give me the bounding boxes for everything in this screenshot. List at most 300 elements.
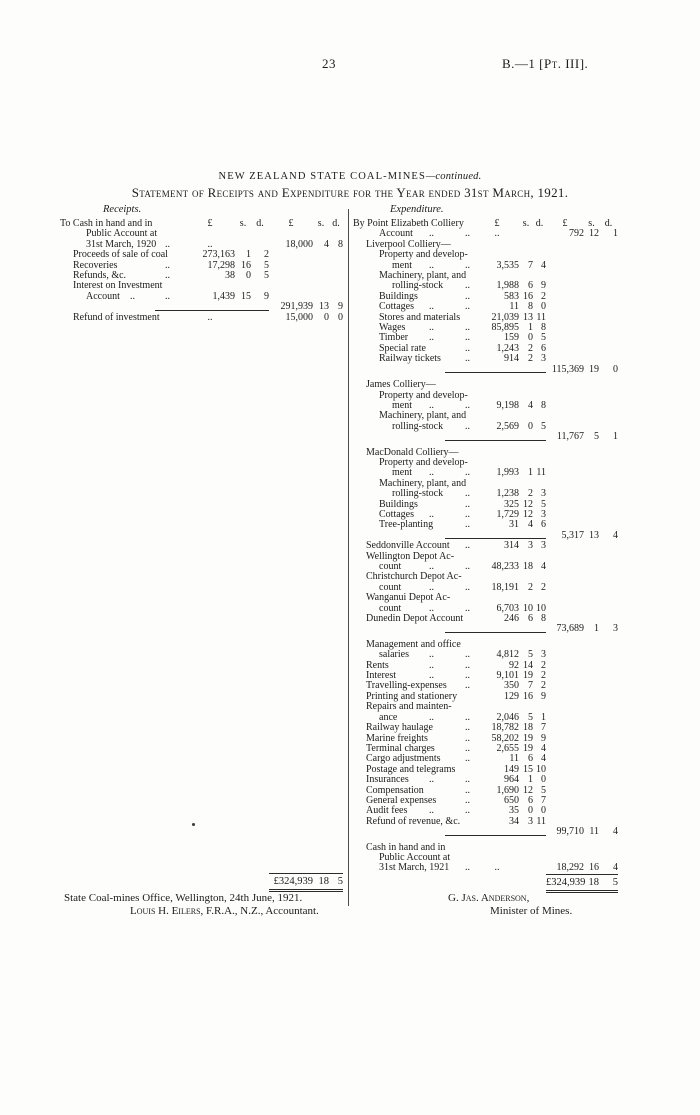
row-label	[353, 422, 475, 432]
column2-amount	[599, 541, 618, 551]
column1-amount: 5	[528, 649, 533, 661]
column1-amount: 11	[509, 753, 519, 765]
subtotal-rule-cell	[475, 827, 546, 837]
column2-amount	[584, 489, 599, 499]
column2-amount	[546, 702, 584, 712]
column2-amount	[599, 443, 618, 458]
column1-amount	[251, 229, 269, 239]
column1-amount	[533, 853, 546, 863]
title-main: NEW ZEALAND STATE COAL-MINES	[218, 171, 426, 182]
column2-amount: 1	[613, 228, 618, 240]
column1-amount: 3	[528, 815, 533, 827]
ledger-row	[353, 650, 618, 660]
minister-title: Minister of Mines.	[490, 905, 573, 917]
row-label	[353, 458, 475, 468]
column1-amount: 0	[541, 774, 546, 786]
column1-amount: 9	[541, 690, 546, 702]
column2-amount	[546, 754, 584, 764]
column2-amount	[546, 765, 584, 775]
column1-amount: 0	[246, 270, 251, 282]
column2-amount	[599, 401, 618, 411]
column2-amount	[546, 344, 584, 354]
column1-dots: ..	[494, 228, 500, 240]
row-label	[353, 313, 475, 323]
column2-amount	[599, 250, 618, 260]
column1-amount: 19	[523, 742, 533, 754]
money-column-header: d.	[332, 218, 340, 229]
leader-dots: ..	[465, 805, 470, 817]
subtotal-amount: 73,689	[556, 623, 584, 635]
leader-dots: ..	[465, 732, 470, 744]
column2-amount	[584, 786, 599, 796]
row-label-text: Timber	[379, 332, 409, 344]
money-column-header: s.	[317, 218, 325, 229]
column1-amount: 1,988	[496, 280, 519, 292]
column1-amount: 6	[528, 613, 533, 625]
total-row	[60, 874, 343, 891]
column2-amount	[269, 250, 313, 260]
leader-dots: ..	[465, 399, 470, 411]
column2-amount: 0	[324, 311, 329, 323]
subtotal-amount: 115,369	[551, 363, 584, 375]
leader-dots: ..	[165, 259, 170, 271]
column2-amount	[546, 796, 584, 806]
column1-amount: 159	[504, 332, 519, 344]
column2-amount	[599, 375, 618, 390]
row-label	[353, 572, 475, 582]
column2-amount	[599, 572, 618, 582]
money-column-header: d.	[535, 218, 544, 229]
column1-amount: 4	[528, 399, 533, 411]
column-divider	[348, 209, 349, 906]
subtotal-row	[353, 432, 618, 442]
column1-amount	[519, 635, 533, 650]
row-label-text: Stores and materials	[379, 311, 461, 323]
row-label-text: Wellington Depot Ac-	[366, 550, 455, 562]
grand-total-amount: 18	[584, 874, 599, 891]
column2-amount	[599, 593, 618, 603]
row-label-text: Interest on Investment	[73, 280, 163, 292]
leader-dots: ..	[429, 467, 434, 479]
column2-amount	[546, 271, 584, 281]
row-label	[353, 391, 475, 401]
column1-dots: ..	[494, 862, 500, 874]
subtotal-amount: 9	[338, 301, 343, 313]
column2-amount: 0	[338, 311, 343, 323]
column1-amount: 1,690	[496, 784, 519, 796]
column1-amount	[533, 838, 546, 853]
column1-amount: 58,202	[491, 732, 519, 744]
column1-amount: 4	[541, 742, 546, 754]
row-label-text: rolling-stock	[392, 488, 444, 500]
row-label-text: Dunedin Depot Account	[366, 613, 464, 625]
row-label-text: Travelling-expenses	[366, 680, 447, 692]
column2-amount	[584, 261, 599, 271]
subtotal-rule-cell	[475, 624, 546, 634]
column2-amount	[584, 723, 599, 733]
column2-amount	[599, 681, 618, 691]
column2-amount	[546, 541, 584, 551]
row-label	[353, 702, 475, 712]
column1-amount	[475, 240, 519, 250]
row-label-text: General expenses	[366, 794, 437, 806]
expenditure-heading: Expenditure.	[390, 204, 444, 215]
column1-amount: 10	[536, 602, 546, 614]
row-label	[60, 313, 185, 323]
column1-amount	[475, 635, 519, 650]
column1-amount: 10	[523, 602, 533, 614]
column2-amount	[313, 250, 329, 260]
column1-amount: 3,535	[496, 259, 519, 271]
column2-amount	[599, 240, 618, 250]
column2-amount	[546, 806, 584, 816]
column1-amount: 4	[541, 259, 546, 271]
column1-amount: 1	[528, 322, 533, 334]
amount-cell	[235, 313, 251, 323]
column1-amount: 2	[541, 670, 546, 682]
row-label-text: ment	[392, 467, 412, 479]
leader-dots: ..	[465, 794, 470, 806]
leader-dots: ..	[465, 774, 470, 786]
column1-amount: 8	[528, 301, 533, 313]
row-label	[353, 863, 475, 873]
column2-amount	[599, 806, 618, 816]
amount-cell	[519, 863, 533, 873]
grand-total-amount: £324,939	[546, 874, 584, 891]
amount-cell	[519, 229, 533, 239]
column2-amount: 4	[324, 238, 329, 250]
column1-amount: 0	[528, 332, 533, 344]
leader-dots: ..	[429, 659, 434, 671]
column2-amount	[546, 292, 584, 302]
row-label	[353, 323, 475, 333]
row-label-text: count	[379, 602, 402, 614]
column1-amount: 6	[528, 794, 533, 806]
column2-amount	[546, 391, 584, 401]
row-label	[353, 624, 475, 634]
column2-amount	[584, 713, 599, 723]
leader-dots: ..	[465, 680, 470, 692]
row-label	[353, 354, 475, 364]
column1-amount: 0	[528, 420, 533, 432]
row-label-text: rolling-stock	[392, 280, 444, 292]
column1-amount: 21,039	[491, 311, 519, 323]
column2-amount	[584, 333, 599, 343]
leader-dots: ..	[165, 290, 170, 302]
column2-amount	[546, 661, 584, 671]
column2-amount	[584, 541, 599, 551]
column1-amount	[475, 375, 519, 390]
row-label	[353, 817, 475, 827]
column1-amount: 583	[504, 290, 519, 302]
column2-amount	[599, 765, 618, 775]
title-continued: —continued.	[425, 171, 482, 182]
column1-amount: 9,198	[496, 399, 519, 411]
column1-amount: 6	[528, 753, 533, 765]
column1-amount: 6	[528, 280, 533, 292]
row-label	[60, 292, 185, 302]
column2-amount	[546, 681, 584, 691]
column2-amount	[599, 723, 618, 733]
amount-cell	[533, 229, 546, 239]
column1-amount: 7	[541, 794, 546, 806]
column2-amount	[584, 344, 599, 354]
row-label-text: Interest	[366, 670, 396, 682]
column2-amount	[584, 401, 599, 411]
column2-amount: 792	[569, 228, 584, 240]
row-label-text: Account	[86, 290, 120, 302]
row-label-text: By Point Elizabeth Colliery	[353, 218, 464, 229]
column1-amount: 15	[241, 290, 251, 302]
ledger-row	[353, 635, 618, 650]
column2-amount	[546, 323, 584, 333]
column1-amount: 5	[264, 259, 269, 271]
column1-amount: 19	[523, 670, 533, 682]
column2-amount	[599, 635, 618, 650]
column1-amount: 314	[504, 540, 519, 552]
money-column-header: s.	[522, 218, 530, 229]
column1-amount	[519, 443, 533, 458]
subtotal-amount: 4	[613, 529, 618, 541]
row-label-text: Wages	[379, 322, 406, 334]
subtotal-row	[353, 365, 618, 375]
column2-amount	[546, 489, 584, 499]
column1-amount: 1,439	[212, 290, 235, 302]
leader-dots: ..	[465, 659, 470, 671]
column1-amount: 2,569	[496, 420, 519, 432]
column2-amount: 18,292	[556, 862, 584, 874]
leader-dots: ..	[465, 742, 470, 754]
document-title	[0, 171, 700, 182]
column2-amount	[599, 661, 618, 671]
receipts-heading: Receipts.	[103, 204, 142, 215]
row-label-text: Cash in hand and in	[366, 841, 446, 853]
column2-amount	[546, 500, 584, 510]
money-column-header: s.	[588, 218, 595, 229]
row-label	[353, 250, 475, 260]
row-label-text: Terminal charges	[366, 742, 435, 754]
grand-total-amount: 5	[329, 874, 343, 891]
column2-amount	[584, 271, 599, 281]
column2-amount	[546, 723, 584, 733]
row-label-text: Cargo adjustments	[366, 753, 441, 765]
leader-dots: ..	[465, 301, 470, 313]
column2-amount	[546, 510, 584, 520]
subtotal-amount: 4	[613, 826, 618, 838]
leader-dots: ..	[465, 581, 470, 593]
leader-dots: ..	[465, 280, 470, 292]
column2-amount	[584, 552, 599, 562]
subtotal-amount: 5	[594, 431, 599, 443]
column1-amount: 149	[504, 763, 519, 775]
column2-amount	[584, 375, 599, 390]
column1-amount: 15	[523, 763, 533, 775]
column1-amount: 16	[523, 690, 533, 702]
footer-office-line: State Coal-mines Office, Wellington, 24th June, 1921.	[64, 892, 303, 904]
money-column-header: d.	[604, 218, 613, 229]
row-label-text: Christchurch Depot Ac-	[366, 571, 462, 583]
leader-dots: ..	[429, 301, 434, 313]
column1-amount: 8	[541, 322, 546, 334]
amount-cell	[533, 863, 546, 873]
column1-amount: 5	[541, 784, 546, 796]
leader-dots: ..	[465, 540, 470, 552]
leader-dots: ..	[429, 561, 434, 572]
row-label-text: 31st March, 1921	[379, 862, 450, 874]
money-column-header: d.	[256, 218, 264, 229]
row-label-text: Property and develop-	[379, 389, 468, 401]
expenditure-total-table	[353, 874, 618, 893]
column1-amount: 1,729	[496, 508, 519, 520]
leader-dots: ..	[465, 332, 470, 344]
row-label-text: ment	[392, 399, 412, 411]
leader-dots: ..	[429, 399, 434, 411]
column2-amount	[584, 250, 599, 260]
row-label-text: Public Account at	[379, 851, 451, 863]
column1-amount: 2	[528, 488, 533, 500]
row-label-text: Postage and telegrams	[366, 763, 456, 775]
grand-total-amount: 5	[599, 874, 618, 891]
row-label-text: count	[379, 581, 402, 593]
column2-amount	[584, 692, 599, 702]
row-label-text: Public Account at	[86, 228, 158, 240]
column2-amount	[546, 443, 584, 458]
subtotal-amount: 13	[589, 529, 599, 541]
column2-amount	[584, 775, 599, 785]
column2-amount	[599, 292, 618, 302]
column2-amount	[584, 468, 599, 478]
column1-amount	[519, 838, 533, 853]
column2-amount	[599, 333, 618, 343]
column2-amount	[546, 593, 584, 603]
row-label	[353, 520, 475, 530]
row-label	[353, 593, 475, 603]
column1-amount: 18	[523, 561, 533, 572]
column1-amount	[533, 443, 546, 458]
column2-amount: 12	[589, 228, 599, 240]
column2-amount	[599, 713, 618, 723]
column1-amount: 5	[264, 270, 269, 282]
column2-amount	[546, 458, 584, 468]
column2-amount	[599, 323, 618, 333]
row-label-text: ment	[392, 259, 412, 271]
column2-amount	[584, 292, 599, 302]
column2-amount	[584, 838, 599, 853]
minister-name: G. Jas. Anderson,	[448, 892, 530, 904]
column1-amount: 3	[528, 540, 533, 552]
subtotal-amount: 99,710	[556, 826, 584, 838]
row-label-text: Machinery, plant, and	[379, 270, 467, 282]
statement-subtitle: Statement of Receipts and Expenditure for the Year ended 31st March, 1921.	[131, 185, 569, 200]
leader-dots: ..	[465, 228, 470, 240]
column2-amount	[584, 661, 599, 671]
column2-amount	[584, 458, 599, 468]
row-label-text: Management and office	[366, 638, 461, 650]
column2-amount	[599, 391, 618, 401]
row-label-text: Seddonville Account	[366, 540, 450, 552]
leader-dots: ..	[465, 322, 470, 334]
row-label-text: To Cash in hand and in	[60, 218, 153, 229]
row-label-text: Machinery, plant, and	[379, 410, 467, 422]
row-label-text: Marine freights	[366, 732, 428, 744]
column1-amount	[533, 240, 546, 250]
column2-amount: 4	[613, 862, 618, 874]
column1-amount	[475, 443, 519, 458]
leader-dots: ..	[465, 508, 470, 520]
leader-dots: ..	[465, 259, 470, 271]
column2-amount	[599, 838, 618, 853]
column1-amount: 650	[504, 794, 519, 806]
column2-amount	[599, 468, 618, 478]
column2-amount	[599, 692, 618, 702]
leader-dots: ..	[465, 519, 470, 531]
ledger-row	[353, 443, 618, 458]
grand-total-amount: £324,939	[269, 874, 313, 891]
column1-amount: 8	[541, 399, 546, 411]
column2-amount	[599, 281, 618, 291]
leader-dots: ..	[465, 488, 470, 500]
column2-amount	[584, 796, 599, 806]
column2-amount	[584, 806, 599, 816]
leader-dots: ..	[130, 290, 135, 302]
column2-amount	[313, 281, 329, 291]
row-label-text: Printing and stationery	[366, 690, 458, 702]
column1-amount: 1,238	[496, 488, 519, 500]
column2-amount	[546, 375, 584, 390]
column2-amount	[584, 391, 599, 401]
column1-amount: 1	[246, 249, 251, 261]
accountant-suffix: , F.R.A., N.Z., Accountant.	[200, 905, 319, 917]
column2-amount	[599, 562, 618, 572]
column1-amount: 3	[541, 540, 546, 552]
column1-amount: 2	[528, 353, 533, 365]
column2-amount	[599, 671, 618, 681]
receipts-table	[60, 219, 343, 323]
column2-amount	[584, 754, 599, 764]
receipts-column	[60, 219, 343, 892]
column1-amount: 18,782	[491, 722, 519, 734]
column2-amount	[584, 443, 599, 458]
column1-amount: 5	[541, 498, 546, 510]
column1-amount	[519, 240, 533, 250]
row-label-text: 31st March, 1920	[86, 238, 157, 250]
leader-dots: ..	[165, 238, 170, 250]
subtotal-row	[353, 624, 618, 634]
column2-amount	[329, 281, 343, 291]
accountant-name: Louis H. Eilers	[130, 905, 201, 917]
subtotal-amount: 1	[613, 431, 618, 443]
subtotal-amount: 1	[594, 623, 599, 635]
column2-amount	[599, 552, 618, 562]
row-label-text: Repairs and mainten-	[366, 701, 452, 713]
row-label-text: James Colliery—	[366, 379, 436, 391]
money-column-header: £	[562, 218, 568, 229]
row-label	[353, 219, 475, 229]
row-label-text: Buildings	[379, 290, 418, 302]
column2-amount	[329, 250, 343, 260]
column2-amount	[599, 510, 618, 520]
column2-amount	[546, 604, 584, 614]
row-label-text: Refund of revenue, &c.	[366, 815, 461, 827]
money-column-header: s.	[239, 218, 247, 229]
column2-amount	[599, 775, 618, 785]
column2-amount	[584, 650, 599, 660]
column2-amount	[313, 271, 329, 281]
column2-amount	[584, 510, 599, 520]
leader-dots: ..	[429, 508, 434, 520]
column2-amount	[329, 271, 343, 281]
column1-amount: 35	[509, 805, 519, 817]
